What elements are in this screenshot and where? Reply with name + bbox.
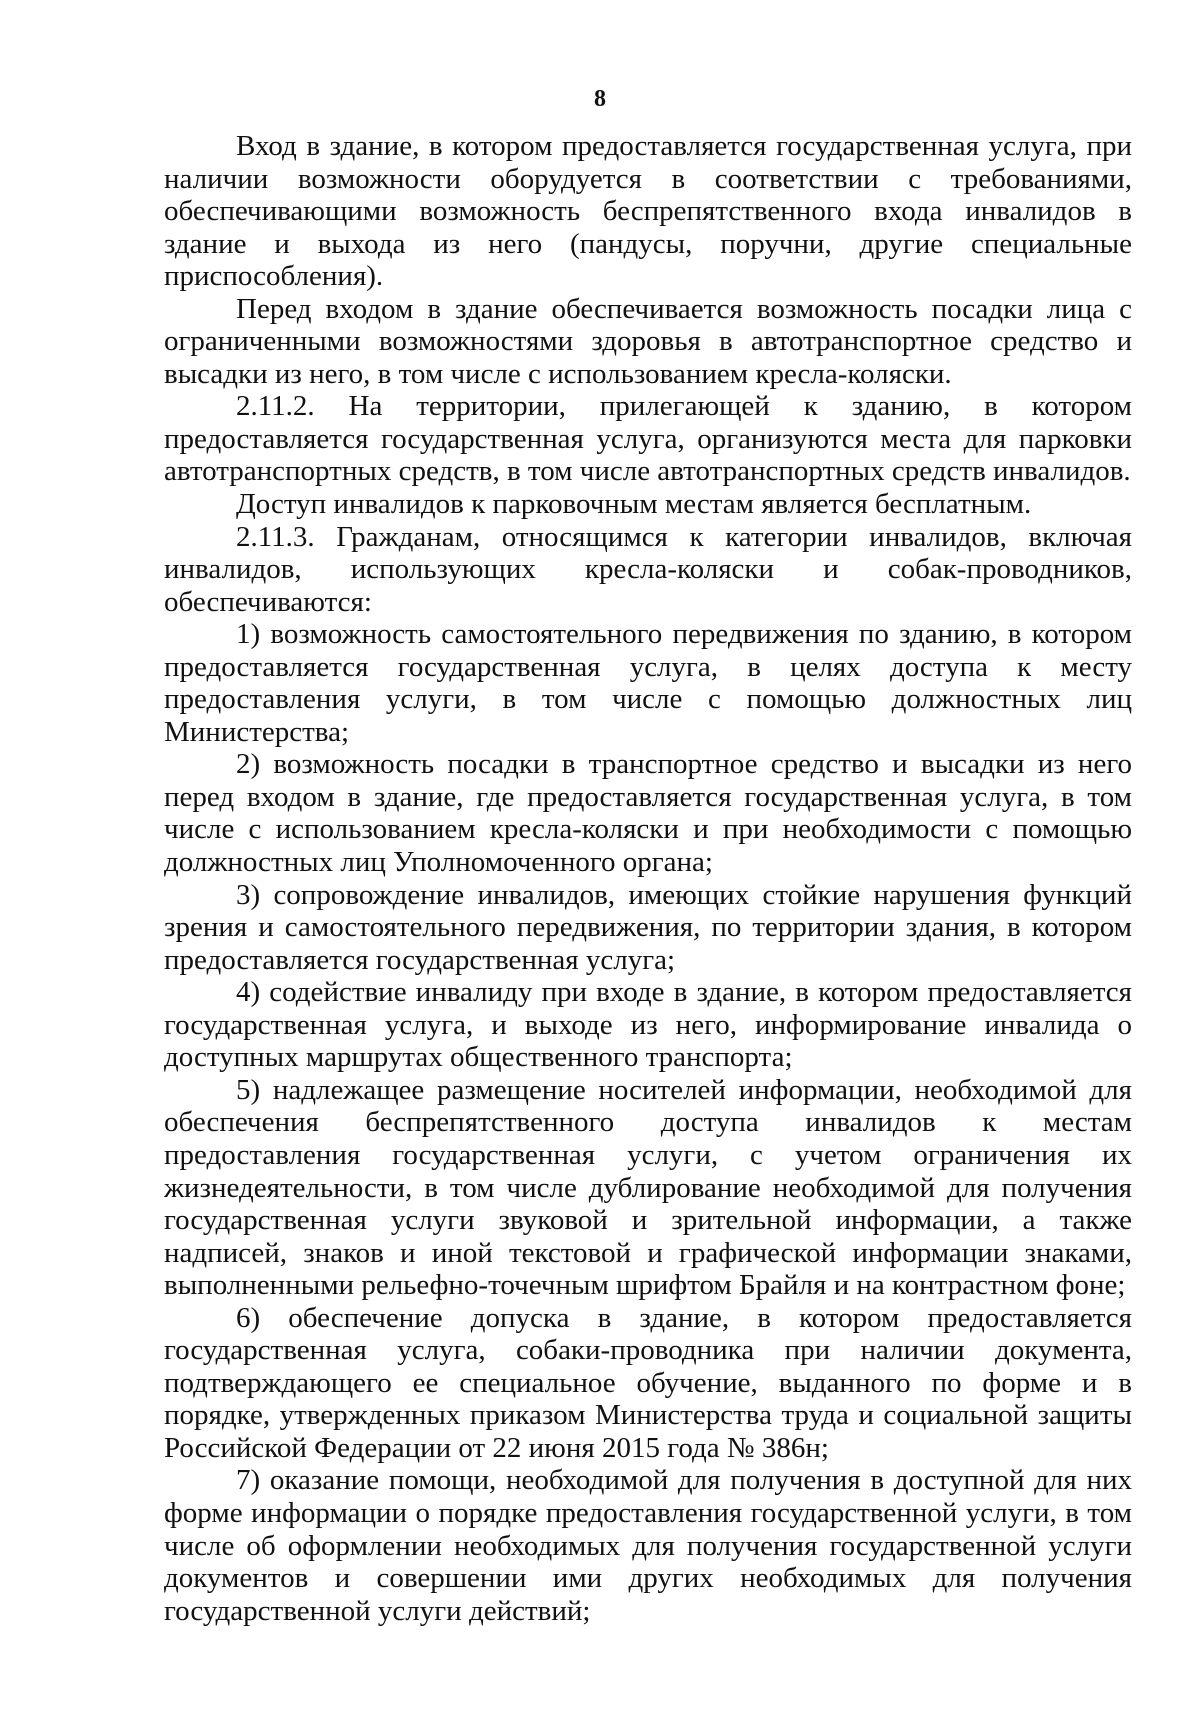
- list-item-7-help-obtaining-information: 7) оказание помощи, необходимой для получения в доступной для них форме информации о порядке предоставления государственной услуги, в том числе об оформлении необходимых для получения государственной услуги документов и совершении ими других необходимых для получения государственной услуги действий;: [164, 1464, 1132, 1627]
- list-item-1-independent-movement: 1) возможность самостоятельного передвижения по зданию, в котором предоставляется государственная услуга, в целях доступа к месту предоставления услуги, в том числе с помощью должностных лиц Министерства;: [164, 618, 1132, 748]
- paragraph-2-11-2-parking: 2.11.2. На территории, прилегающей к зданию, в котором предоставляется государственная услуга, организуются места для парковки автотранспортных средств, в том числе автотранспортных средств инвалидов.: [164, 390, 1132, 488]
- paragraph-parking-free-access: Доступ инвалидов к парковочным местам является бесплатным.: [236, 488, 1032, 521]
- document-body: [164, 130, 1132, 1627]
- paragraph-boarding-before-entrance: Перед входом в здание обеспечивается возможность посадки лица с ограниченными возможностями здоровья в автотранспортное средство и высадки из него, в том числе с использованием кресла-коляски.: [164, 292, 1132, 390]
- list-item-4-assistance-entry-exit: 4) содействие инвалиду при входе в здание, в котором предоставляется государственная услуга, и выходе из него, информирование инвалида о доступных маршрутах общественного транспорта;: [164, 976, 1132, 1074]
- paragraph-2-11-3-provisions: 2.11.3. Гражданам, относящимся к категории инвалидов, включая инвалидов, использующих кресла-коляски и собак-проводников, обеспечиваются:: [164, 520, 1132, 618]
- list-item-3-escort: 3) сопровождение инвалидов, имеющих стойкие нарушения функций зрения и самостоятельного передвижения, по территории здания, в котором предоставляется государственная услуга;: [164, 878, 1132, 976]
- list-item-6-guide-dog-admission: 6) обеспечение допуска в здание, в котором предоставляется государственная услуга, собаки-проводника при наличии документа, подтверждающего ее специальное обучение, выданного по форме и в порядке, утвержденных приказом Министерства труда и социальной защиты Российской Федерации от 22 июня 2015 года № 386н;: [164, 1301, 1132, 1464]
- paragraph-entrance-equipment: Вход в здание, в котором предоставляется государственная услуга, при наличии возможности оборудуется в соответствии с требованиями, обеспечивающими возможность беспрепятственного входа инвалидов в здание и выхода из него (пандусы, поручни, другие специальные приспособления).: [164, 130, 1132, 293]
- list-item-2-boarding-vehicle: 2) возможность посадки в транспортное средство и высадки из него перед входом в здание, где предоставляется государственная услуга, в том числе с использованием кресла-коляски и при необходимости с помощью должностных лиц Уполномоченного органа;: [164, 748, 1132, 879]
- list-item-5-information-placement: 5) надлежащее размещение носителей информации, необходимой для обеспечения беспрепятственного доступа инвалидов к местам предоставления государственная услуги, с учетом ограничения их жизнедеятельности, в том числе дублирование необходимой для получения государственная услуги звуковой и зрительной информации, а также надписей, знаков и иной текстовой и графической информации знаками, выполненными рельефно-точечным шрифтом Брайля и на контрастном фоне;: [164, 1073, 1132, 1302]
- page-number: 8: [594, 86, 606, 112]
